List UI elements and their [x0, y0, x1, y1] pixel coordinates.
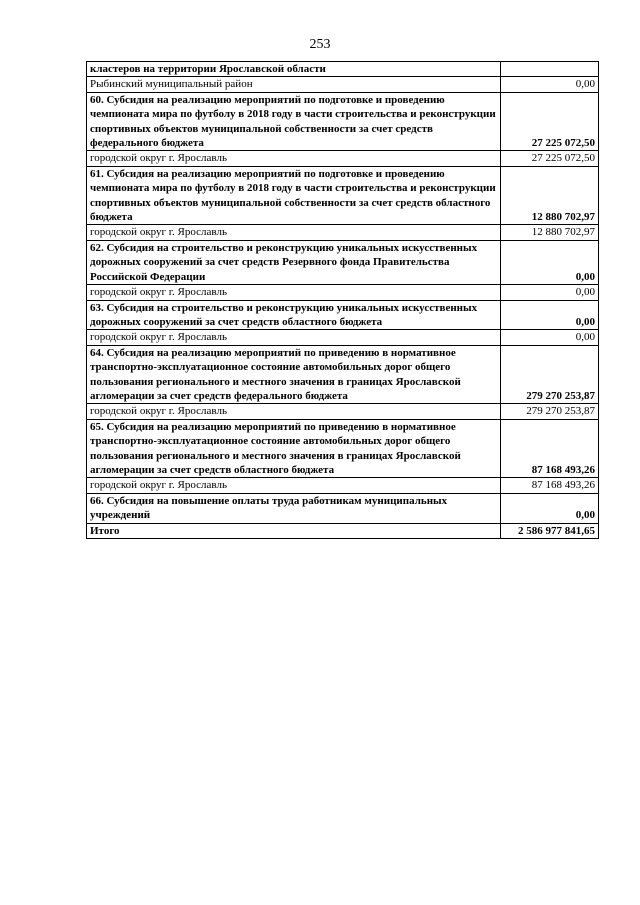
row-amount: [501, 62, 599, 77]
row-name: городской округ г. Ярославль: [87, 330, 501, 345]
page-number: 253: [309, 37, 331, 52]
table-row: [87, 404, 599, 419]
row-name: городской округ г. Ярославль: [87, 151, 501, 166]
table-body: [87, 62, 599, 539]
row-amount: 2 586 977 841,65: [501, 523, 599, 538]
subsidy-table: [86, 61, 599, 539]
table-row: [87, 419, 599, 478]
table-row: [87, 300, 599, 330]
row-name: Рыбинский муниципальный район: [87, 77, 501, 92]
table-row: [87, 151, 599, 166]
row-name: городской округ г. Ярославль: [87, 478, 501, 493]
row-name: 60. Субсидия на реализацию мероприятий по подготовке и проведению чемпионата мира по футболу в 2018 году в части строительства и реконструкции спортивных объектов муниципальной собственности за счет средств федерального бюджета: [87, 92, 501, 151]
row-name: городской округ г. Ярославль: [87, 285, 501, 300]
table-row: [87, 330, 599, 345]
row-name: 62. Субсидия на строительство и реконструкцию уникальных искусственных дорожных сооружений за счет средств Резервного фонда Правительства Российской Федерации: [87, 240, 501, 284]
table-row: [87, 523, 599, 538]
row-amount: 0,00: [501, 300, 599, 330]
row-amount: 279 270 253,87: [501, 345, 599, 404]
row-amount: 12 880 702,97: [501, 225, 599, 240]
row-name: городской округ г. Ярославль: [87, 225, 501, 240]
row-name: 65. Субсидия на реализацию мероприятий по приведению в нормативное транспортно-эксплуатационное состояние автомобильных дорог общего пользования регионального и местного значения в границах Ярославской агломерации за счет средств областного бюджета: [87, 419, 501, 478]
row-name: городской округ г. Ярославль: [87, 404, 501, 419]
table-row: [87, 77, 599, 92]
row-amount: 27 225 072,50: [501, 92, 599, 151]
table-row: [87, 345, 599, 404]
table-row: [87, 478, 599, 493]
row-name: 66. Субсидия на повышение оплаты труда работникам муниципальных учреждений: [87, 493, 501, 523]
table-row: [87, 62, 599, 77]
row-amount: 12 880 702,97: [501, 166, 599, 225]
row-amount: 27 225 072,50: [501, 151, 599, 166]
row-name: 63. Субсидия на строительство и реконструкцию уникальных искусственных дорожных сооружений за счет средств областного бюджета: [87, 300, 501, 330]
table-row: [87, 240, 599, 284]
table-row: [87, 285, 599, 300]
table-row: [87, 92, 599, 151]
row-name: Итого: [87, 523, 501, 538]
row-amount: 279 270 253,87: [501, 404, 599, 419]
table-row: [87, 166, 599, 225]
row-amount: 0,00: [501, 493, 599, 523]
table-row: [87, 493, 599, 523]
row-name: кластеров на территории Ярославской области: [87, 62, 501, 77]
row-amount: 0,00: [501, 240, 599, 284]
row-amount: 0,00: [501, 285, 599, 300]
row-amount: 87 168 493,26: [501, 419, 599, 478]
row-amount: 0,00: [501, 330, 599, 345]
row-name: 64. Субсидия на реализацию мероприятий по приведению в нормативное транспортно-эксплуатационное состояние автомобильных дорог общего пользования регионального и местного значения в границах Ярославской агломерации за счет средств федерального бюджета: [87, 345, 501, 404]
row-amount: 0,00: [501, 77, 599, 92]
row-amount: 87 168 493,26: [501, 478, 599, 493]
table-row: [87, 225, 599, 240]
row-name: 61. Субсидия на реализацию мероприятий по подготовке и проведению чемпионата мира по футболу в 2018 году в части строительства и реконструкции спортивных объектов муниципальной собственности за счет средств областного бюджета: [87, 166, 501, 225]
